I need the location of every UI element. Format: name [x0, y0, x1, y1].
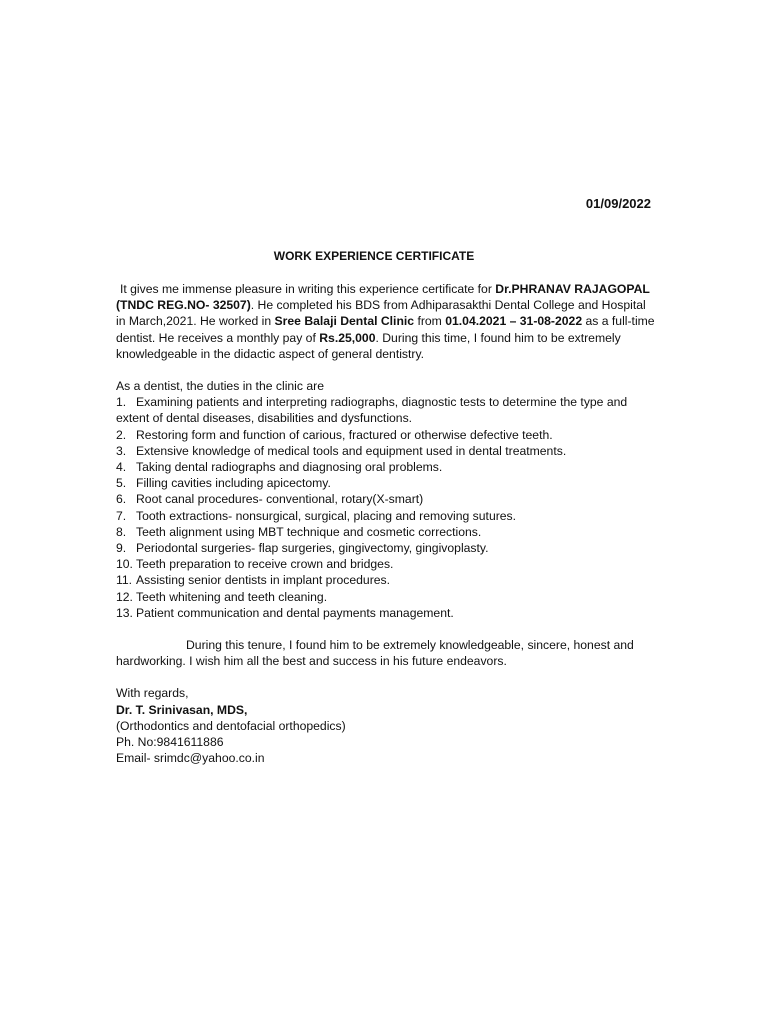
duty-text: Extensive knowledge of medical tools and equipment used in dental treatments. [136, 443, 567, 458]
duty-item [116, 524, 656, 540]
duties-intro: As a dentist, the duties in the clinic are [116, 379, 324, 394]
duty-item [116, 491, 656, 507]
dentist-name: Dr.PHRANAV RAJAGOPAL (TNDC REG.NO- 32507) [116, 282, 650, 313]
duty-number: 2. [116, 427, 127, 442]
letter-body [116, 281, 656, 766]
duty-text: Restoring form and function of carious, fractured or otherwise defective teeth. [136, 427, 553, 442]
duty-number: 4. [116, 460, 127, 475]
intro-text-1: It gives me immense pleasure in writing this experience certificate for [120, 282, 496, 296]
duty-text: Teeth whitening and teeth cleaning. [136, 589, 328, 604]
duty-number: 11. [116, 573, 133, 588]
intro-text-3: from [414, 314, 446, 329]
clinic-name: Sree Balaji Dental Clinic [274, 314, 415, 329]
duty-text: Examining patients and interpreting radiographs, diagnostic tests to determine the type and extent of dental diseases, disabilities and dysfunctions. [116, 395, 628, 426]
duty-number: 3. [116, 443, 127, 458]
letter-date: 01/09/2022 [585, 196, 651, 211]
duty-number: 12. [116, 589, 133, 604]
duty-text: Tooth extractions- nonsurgical, surgical, placing and removing sutures. [136, 508, 517, 523]
duty-number: 1. [116, 395, 127, 410]
paragraph-spacer [116, 669, 656, 685]
signatory-specialty: (Orthodontics and dentofacial orthopedics) [116, 718, 346, 733]
duty-item [116, 459, 656, 475]
signature-block [116, 685, 656, 766]
duty-text: Taking dental radiographs and diagnosing oral problems. [136, 460, 443, 475]
signatory-name: Dr. T. Srinivasan, MDS, [116, 702, 248, 717]
duty-text: Teeth alignment using MBT technique and cosmetic corrections. [136, 524, 482, 539]
duty-number: 9. [116, 541, 127, 556]
duty-item [116, 572, 656, 588]
intro-paragraph [116, 281, 656, 362]
duty-text: Teeth preparation to receive crown and bridges. [136, 557, 394, 572]
duty-number: 10. [116, 557, 133, 572]
duty-text: Filling cavities including apicectomy. [136, 476, 331, 491]
employment-period: 01.04.2021 – 31-08-2022 [445, 314, 583, 329]
duty-text: Root canal procedures- conventional, rotary(X-smart) [136, 492, 424, 507]
duty-item [116, 427, 656, 443]
duty-text: Periodontal surgeries- flap surgeries, gingivectomy, gingivoplasty. [136, 541, 489, 556]
duty-number: 7. [116, 508, 127, 523]
duty-item [116, 475, 656, 491]
duty-item [116, 508, 656, 524]
certificate-title: WORK EXPERIENCE CERTIFICATE [273, 249, 475, 263]
monthly-pay: Rs.25,000 [319, 330, 376, 345]
duty-text: Assisting senior dentists in implant procedures. [136, 573, 391, 588]
duty-item [116, 540, 656, 556]
duty-text: Patient communication and dental payments management. [136, 605, 454, 620]
duty-item [116, 589, 656, 605]
paragraph-spacer [116, 621, 656, 637]
duty-item [116, 556, 656, 572]
duty-number: 8. [116, 524, 127, 539]
intro-text-2: . He completed his BDS from Adhiparasakthi Dental College and Hospital in March,2021. He worked in [116, 298, 646, 329]
duty-item [116, 443, 656, 459]
closing-paragraph: During this tenure, I found him to be extremely knowledgeable, sincere, honest and hardworking. I wish him all the best and success in his future endeavors. [116, 638, 634, 669]
regards-line: With regards, [116, 686, 189, 701]
duty-item [116, 605, 656, 621]
paragraph-spacer [116, 362, 656, 378]
duties-list [116, 394, 656, 621]
signatory-email: Email- srimdc@yahoo.co.in [116, 751, 265, 766]
duty-number: 6. [116, 492, 127, 507]
duty-number: 13. [116, 605, 133, 620]
signatory-phone: Ph. No:9841611886 [116, 735, 224, 750]
intro-text-5: . During this time, I found him to be extremely knowledgeable in the didactic aspect of general dentistry. [116, 330, 621, 361]
intro-text-4: as a full-time dentist. He receives a monthly pay of [116, 314, 655, 345]
duty-item [116, 394, 656, 426]
duty-number: 5. [116, 476, 127, 491]
